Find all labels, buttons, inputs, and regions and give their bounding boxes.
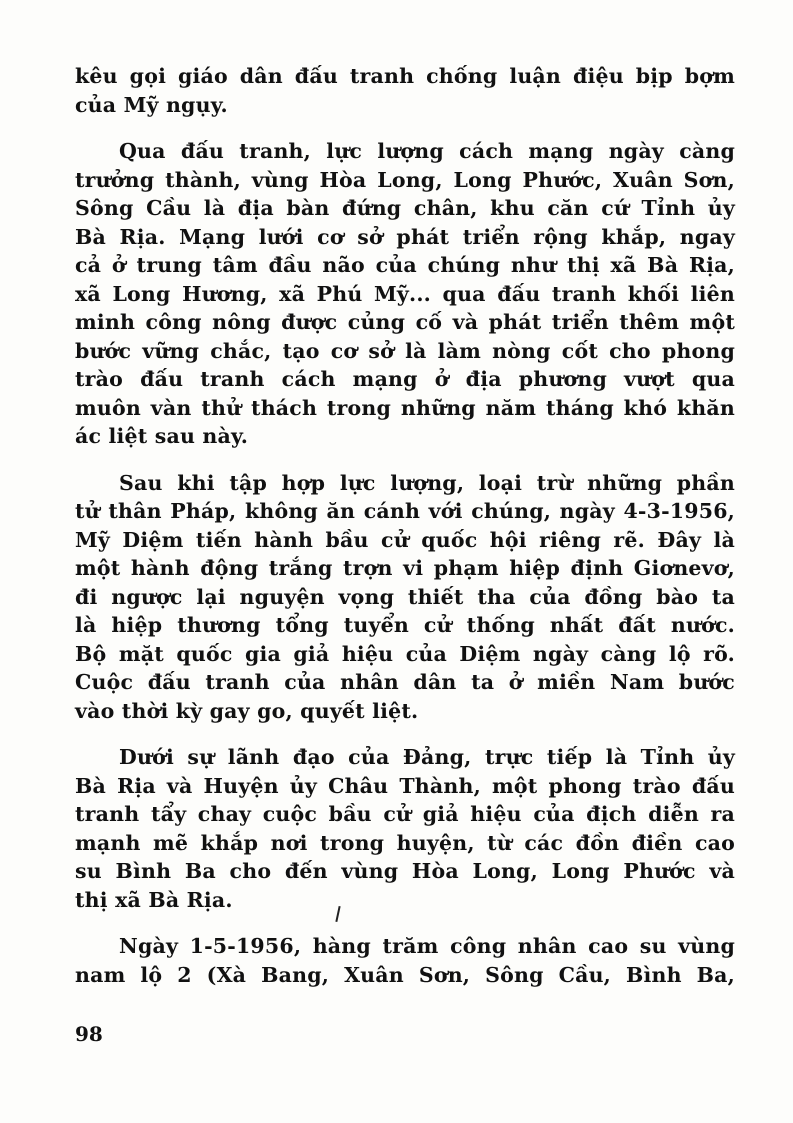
text-line: Sông Cầu là địa bàn đứng chân, khu căn cứ Tỉnh ủy (75, 196, 735, 220)
paragraph-continuation (75, 62, 735, 119)
text-line: Qua đấu tranh, lực lượng cách mạng ngày càng (119, 139, 735, 163)
text-line: Bà Rịa. Mạng lưới cơ sở phát triển rộng khắp, ngay (75, 224, 735, 249)
text-line: nam lộ 2 (Xà Bang, Xuân Sơn, Sông Cầu, Bình Ba, (75, 962, 735, 987)
text-line: Dưới sự lãnh đạo của Đảng, trực tiếp là Tỉnh ủy (119, 745, 735, 769)
text-line: tử thân Pháp, không ăn cánh với chúng, ngày 4-3-1956, (75, 499, 735, 523)
body-text (75, 62, 735, 1007)
paragraph-boycott (75, 743, 735, 914)
text-line: trào đấu tranh cách mạng ở địa phương vượt qua (75, 367, 735, 391)
text-line: su Bình Ba cho đến vùng Hòa Long, Long Phước và (75, 859, 735, 883)
text-line: Ngày 1-5-1956, hàng trăm công nhân cao su vùng (119, 934, 735, 958)
text-line: Mỹ Diệm tiến hành bầu cử quốc hội riêng rẽ. Đây là (75, 527, 735, 552)
page-number: 98 (75, 1022, 103, 1046)
text-line: bước vững chắc, tạo cơ sở là làm nòng cốt cho phong (75, 338, 735, 363)
text-line: của Mỹ ngụy. (75, 92, 228, 117)
text-line: vào thời kỳ gay go, quyết liệt. (75, 698, 419, 723)
text-line: xã Long Hương, xã Phú Mỹ... qua đấu tranh khối liên (75, 281, 735, 306)
text-line: đi ngược lại nguyện vọng thiết tha của đồng bào ta (75, 584, 735, 609)
paragraph-revolutionary-forces (75, 137, 735, 451)
text-line: Cuộc đấu tranh của nhân dân ta ở miền Nam bước (75, 670, 735, 694)
text-line: ác liệt sau này. (75, 424, 249, 448)
text-line: Bộ mặt quốc gia giả hiệu của Diệm ngày càng lộ rõ. (75, 641, 735, 666)
paragraph-may-day (75, 932, 735, 989)
text-line: thị xã Bà Rịa. (75, 887, 233, 912)
text-line: Sau khi tập hợp lực lượng, loại trừ những phần (119, 470, 735, 495)
text-line: cả ở trung tâm đầu não của chúng như thị xã Bà Rịa, (75, 253, 735, 277)
text-line: một hành động trắng trợn vi phạm hiệp định Giơnevơ, (75, 556, 735, 580)
text-line: mạnh mẽ khắp nơi trong huyện, từ các đồn điền cao (75, 830, 735, 855)
text-line: tranh tẩy chay cuộc bầu cử giả hiệu của địch diễn ra (75, 802, 735, 826)
paragraph-election-1956 (75, 469, 735, 726)
text-line: kêu gọi giáo dân đấu tranh chống luận điệu bịp bợm (75, 64, 735, 88)
text-line: muôn vàn thử thách trong những năm tháng khó khăn (75, 395, 735, 420)
text-line: là hiệp thương tổng tuyển cử thống nhất đất nước. (75, 613, 735, 637)
text-line: trưởng thành, vùng Hòa Long, Long Phước, Xuân Sơn, (75, 167, 735, 192)
text-line: minh công nông được củng cố và phát triển thêm một (75, 310, 735, 334)
text-line: Bà Rịa và Huyện ủy Châu Thành, một phong trào đấu (75, 773, 735, 798)
